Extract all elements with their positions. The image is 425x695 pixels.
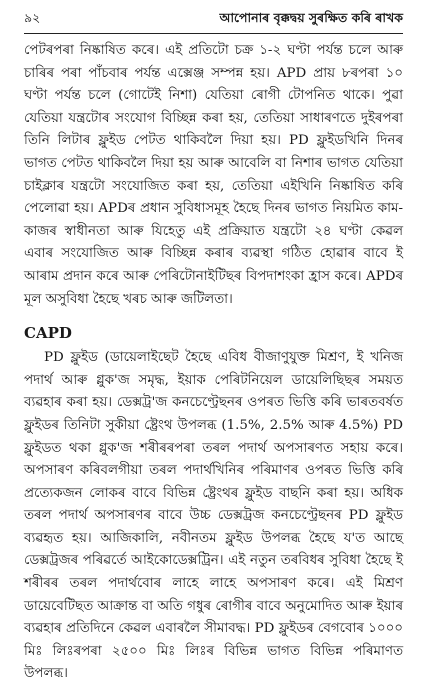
body-paragraph: PD ফ্লুইড (ডায়েলাইছেট হৈছে এবিধ বীজাণুযুক্ত মিশ্ৰণ, ই খনিজ পদাৰ্থ আৰু গ্লুক'জ সমৃদ্ধ, ইয়াক পেৰিটনিয়েল ডায়েলিছিছৰ সময়ত ব্যৱহাৰ কৰা হয়। ডেক্সট্ৰ'জ কনচেণ্ট্ৰেছনৰ ওপৰত ভিত্তি কৰি ভাৰতবৰ্ষত ফ্লুইডৰ তিনিটা সুকীয়া ষ্ট্ৰেংথ উপলব্ধ (1.5%, 2.5% আৰু 4.5%) PD ফ্লুইডত থকা গ্লুক'জ শৰীৰৰপৰা তৰল পদাৰ্থ অপসাৰণত সহায় কৰে। অপসাৰণ কৰিবলগীয়া তৰল পদাৰ্থখিনিৰ পৰিমাণৰ ওপৰত ভিত্তি কৰি প্ৰত্যেকজন লোকৰ বাবে বিভিন্ন ষ্ট্ৰেংথৰ ফ্লুইড বাছনি কৰা হয়। অধিক তৰল পদাৰ্থ অপসাৰণৰ বাবে উচ্চ ডেক্সট্ৰজ কনচেণ্ট্ৰেছনৰ PD ফ্লুইড ব্যৱহৃত হয়। আজিকালি, নবীনতম ফ্লুইড উপলব্ধ হৈছে য'ত আছে ডেক্সট্ৰজৰ পৰিৱৰ্তে আইকোডেক্সট্ৰিন। এই নতুন তৰবিধৰ সুবিধা হৈছে ই শৰীৰৰ তৰল পদাৰ্থবোৰ লাহে লাহে অপসাৰণ কৰে। এই মিশ্ৰণ ডায়েবেটিছত আক্ৰান্ত বা অতি গধুৰ ৰোগীৰ বাবে অনুমোদিত আৰু ইয়াৰ ব্যৱহাৰ প্ৰতিদিনে কেৱল এবাৰলৈ সীমাবদ্ধ। PD ফ্লুইডৰ বেগবোৰ ১০০০ মিঃ লিঃৰপৰা ২৫০০ মিঃ লিঃৰ বিভিন্ন ভাগত বিভিন্ন পৰিমাণত উপলব্ধ।	[24, 350, 403, 682]
running-header	[24, 4, 403, 34]
book-page	[0, 4, 425, 695]
page-body	[24, 40, 403, 686]
section-heading: CAPD	[24, 324, 72, 343]
body-paragraph: পেটৰপৰা নিষ্কাষিত কৰে। এই প্ৰতিটো চক্ৰ ১-২ ঘণ্টা পৰ্যন্ত চলে আৰু চাৰিৰ পৰা পাঁচবাৰ পৰ্যন্ত এক্সেঞ্জ সম্পন্ন হয়। APD প্ৰায় ৮ৰপৰা ১০ ঘণ্টা পৰ্যন্ত চলে (গোটেই নিশা) যেতিয়া ৰোগী টোপনিত থাকে। পুৱা যেতিয়া যন্ত্ৰটোৰ সংযোগ বিচ্ছিন্ন কৰা হয়, তেতিয়া সাধাৰণতে দুইৰপৰা তিনি লিটাৰ ফ্লুইড পেটত থাকিবলৈ দিয়া হয়। PD ফ্লুইডখিনি দিনৰ ভাগত পেটত থাকিবলৈ দিয়া হয় আৰু আবেলি বা নিশাৰ ভাগত যেতিয়া চাইক্লাৰ যন্ত্ৰটো সংযোজিত কৰা হয়, তেতিয়া এইখিনি নিষ্কাষিত কৰি পেলোৱা হয়। APDৰ প্ৰধান সুবিধাসমূহ হৈছে দিনৰ ভাগত নিয়মিত কাম-কাজৰ স্বাধীনতা আৰু যিহেতু এই প্ৰক্ৰিয়াত যন্ত্ৰটো ২৪ ঘণ্টা কেৱল এবাৰ সংযোজিত আৰু বিচ্ছিন্ন কৰাৰ ব্যৱস্থা গঠিত হোৱাৰ বাবে ই আৰাম প্ৰদান কৰে আৰু পেৰিটোনাইটিছৰ বিপদাশংকা হ্ৰাস কৰে। APDৰ মূল অসুবিধা হৈছে খৰচ আৰু জটিলতা।	[24, 43, 403, 307]
running-title: আপোনাৰ বৃক্কদ্বয় সুৰক্ষিত কৰি ৰাখক	[219, 10, 403, 25]
page-number: ৯২	[24, 10, 41, 25]
